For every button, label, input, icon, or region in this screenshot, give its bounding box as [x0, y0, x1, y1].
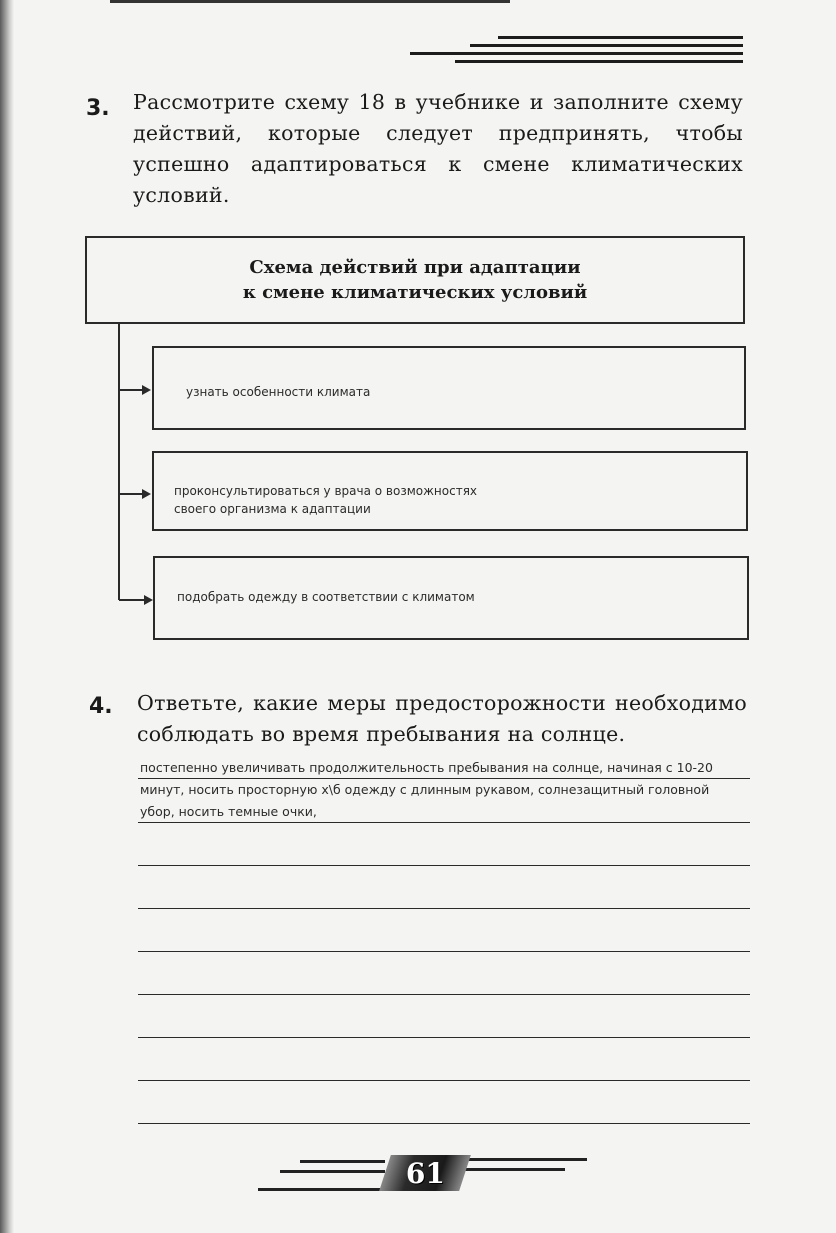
footer-rule	[258, 1188, 385, 1191]
scheme-title-line-1: Схема действий при адаптации	[249, 257, 581, 278]
footer-rule	[300, 1160, 385, 1163]
task-3-text: Рассмотрите схему 18 в учебнике и заполните схему действий, которые следует предпринять, чтобы успешно адаптироваться к смене климатических условий.	[133, 90, 743, 207]
footer-rule	[465, 1168, 565, 1171]
footer-rule	[280, 1170, 385, 1173]
scheme-step-box	[152, 346, 746, 430]
scheme-step-box	[153, 556, 749, 640]
top-rule	[110, 0, 510, 3]
writing-line	[138, 865, 750, 866]
writing-line	[138, 908, 750, 909]
writing-line	[138, 1123, 750, 1124]
task-4-answer: постепенно увеличивать продолжительность пребывания на солнце, начиная с 10-20 минут, носить просторную х\б одежду с длинным рукавом, солнезащитный головной убор, носить темные очки,	[140, 760, 713, 819]
scheme-title-line-2: к смене климатических условий	[242, 282, 588, 303]
arrow-step-2	[119, 493, 149, 495]
writing-line	[138, 994, 750, 995]
task-3-number: 3.	[86, 96, 110, 121]
page-number	[379, 1155, 471, 1191]
page-number-text: 61	[405, 1156, 445, 1190]
scheme-connector	[118, 324, 120, 600]
task-4-text: Ответьте, какие меры предосторожности необходимо соблюдать во время пребывания на солнце.	[137, 691, 747, 746]
scheme-step-text: подобрать одежду в соответствии с климатом	[177, 590, 475, 604]
writing-line	[138, 1080, 750, 1081]
scheme-step-box	[152, 451, 748, 531]
scheme-step-text: узнать особенности климата	[186, 385, 371, 399]
header-rule	[410, 52, 743, 55]
arrow-step-1	[119, 389, 149, 391]
arrow-step-3	[119, 599, 151, 601]
header-rule	[498, 36, 743, 39]
page-edge-shadow	[0, 0, 14, 1233]
scheme-step-text: проконсультироваться у врача о возможностях своего организма к адаптации	[174, 484, 478, 516]
footer-rule	[465, 1158, 587, 1161]
scheme-title-box	[85, 236, 745, 324]
task-4-number: 4.	[89, 694, 113, 719]
writing-line	[138, 951, 750, 952]
header-rule	[455, 60, 743, 63]
header-rule	[470, 44, 743, 47]
writing-line	[138, 1037, 750, 1038]
